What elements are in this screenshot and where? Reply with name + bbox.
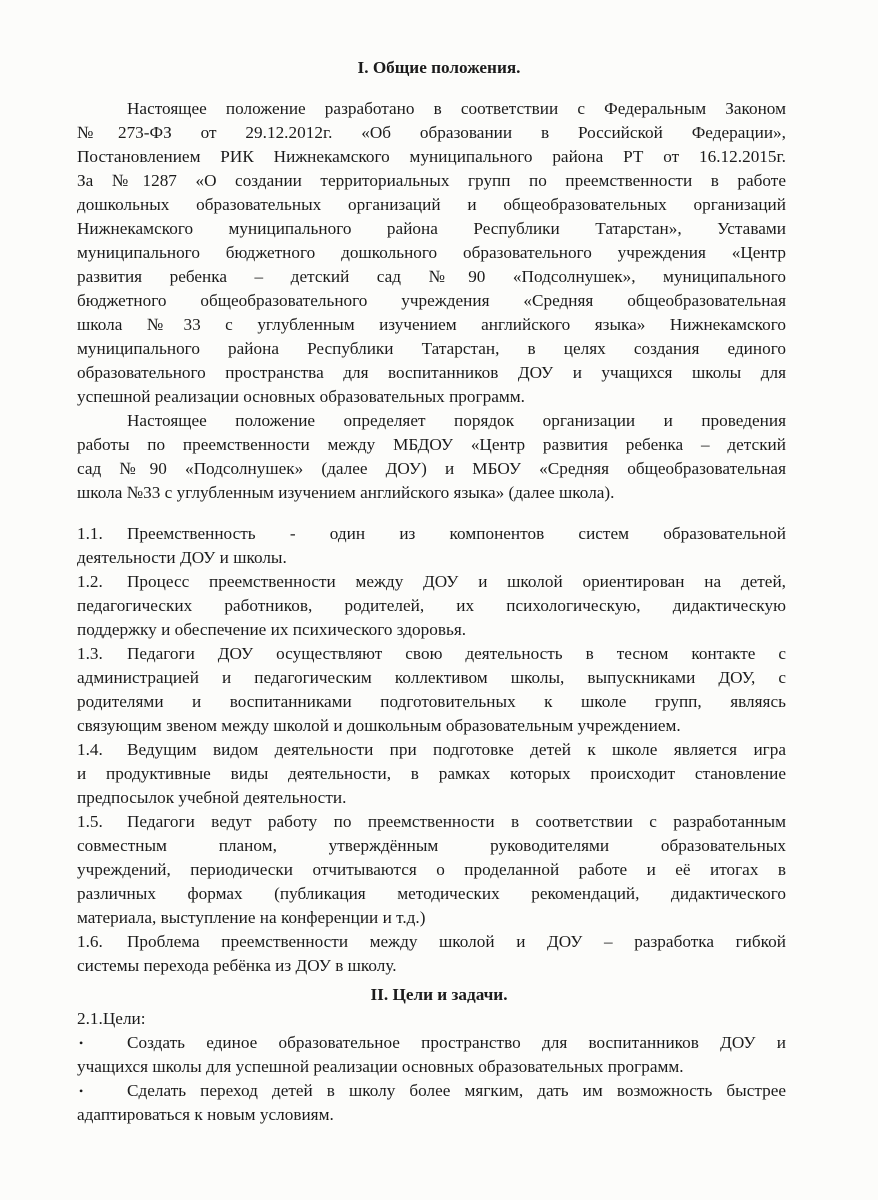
paragraph-2-line: Настоящее положение определяет порядок организации и проведения bbox=[127, 411, 786, 430]
paragraph-1-line: Постановлением РИК Нижнекамского муниципального района РТ от 16.12.2015г. bbox=[77, 147, 786, 166]
item-1-5-line: различных формах (публикация методических рекомендаций, дидактического bbox=[77, 884, 786, 903]
item-1-1-line bbox=[77, 522, 786, 546]
item-text: Проблема преемственности между школой и ДОУ – разработка гибкой bbox=[127, 932, 786, 951]
item-1-2-line: поддержку и обеспечение их психического здоровья. bbox=[77, 620, 467, 639]
paragraph-1-line: №273-ФЗ от 29.12.2012г. «Об образовании в Российской Федерации», bbox=[77, 123, 786, 142]
paragraph-1-line: За №1287 «О создании территориальных групп по преемственности в работе bbox=[77, 171, 786, 190]
paragraph-1-line: муниципального района Республики Татарстан, в целях создания единого bbox=[77, 339, 786, 358]
item-1-5-line: учреждений, периодически отчитываются о проделанной работе и её итогах в bbox=[77, 860, 786, 879]
item-1-3-line bbox=[77, 642, 786, 666]
item-text: Педагоги ведут работу по преемственности в соответствии с разработанным bbox=[127, 812, 786, 831]
item-1-1-line: деятельности ДОУ и школы. bbox=[77, 548, 287, 567]
item-1-6-line: системы перехода ребёнка из ДОУ в школу. bbox=[77, 956, 397, 975]
section-2-subtitle: 2.1.Цели: bbox=[77, 1009, 146, 1028]
paragraph-1-line: Настоящее положение разработано в соответствии с Федеральным Законом bbox=[127, 99, 786, 118]
paragraph-2-line: школа №33 с углубленным изучением английского языка» (далее школа). bbox=[77, 483, 615, 502]
bullet-icon: • bbox=[79, 1084, 84, 1098]
paragraph-1-line: успешной реализации основных образовательных программ. bbox=[77, 387, 525, 406]
item-1-4-line: предпосылок учебной деятельности. bbox=[77, 788, 347, 807]
item-1-2-line: педагогических работников, родителей, их психологическую, дидактическую bbox=[77, 596, 786, 615]
paragraph-1-line: школа №33 с углубленным изучением английского языка» Нижнекамского bbox=[77, 315, 786, 334]
paragraph-2-line: сад №90 «Подсолнушек» (далее ДОУ) и МБОУ «Средняя общеобразовательная bbox=[77, 459, 786, 478]
bullet-2-line: Сделать переход детей в школу более мягким, дать им возможность быстрее bbox=[127, 1081, 786, 1100]
section-1-title: I. Общие положения. bbox=[357, 58, 521, 77]
item-1-5-line: совместным планом, утверждённым руководителями образовательных bbox=[77, 836, 786, 855]
item-1-2-line bbox=[77, 570, 786, 594]
paragraph-1-line: бюджетного общеобразовательного учреждения «Средняя общеобразовательная bbox=[77, 291, 786, 310]
item-1-3-line: администрацией и педагогическим коллективом школы, выпускниками ДОУ, с bbox=[77, 668, 786, 687]
item-number: 1.3. bbox=[77, 644, 103, 663]
item-1-3-line: родителями и воспитанниками подготовительных к школе групп, являясь bbox=[77, 692, 786, 711]
paragraph-1-line: развития ребенка – детский сад №90 «Подсолнушек», муниципального bbox=[77, 267, 786, 286]
paragraph-1-line: муниципального бюджетного дошкольного образовательного учреждения «Центр bbox=[77, 243, 786, 262]
bullet-icon: • bbox=[79, 1036, 84, 1050]
bullet-1-line: Создать единое образовательное пространство для воспитанников ДОУ и bbox=[127, 1033, 786, 1052]
section-2-title: II. Цели и задачи. bbox=[370, 985, 508, 1004]
item-1-3-line: связующим звеном между школой и дошкольным образовательным учреждением. bbox=[77, 716, 681, 735]
item-text: Педагоги ДОУ осуществляют свою деятельность в тесном контакте с bbox=[127, 644, 786, 663]
item-text: Процесс преемственности между ДОУ и школой ориентирован на детей, bbox=[127, 572, 786, 591]
item-1-6-line bbox=[77, 930, 786, 954]
paragraph-2-line: работы по преемственности между МБДОУ «Центр развития ребенка – детский bbox=[77, 435, 786, 454]
item-text: Преемственность - один из компонентов систем образовательной bbox=[127, 524, 786, 543]
item-number: 1.5. bbox=[77, 812, 103, 831]
item-1-5-line bbox=[77, 810, 786, 834]
item-text: Ведущим видом деятельности при подготовке детей к школе является игра bbox=[127, 740, 786, 759]
bullet-1-line: учащихся школы для успешной реализации основных образовательных программ. bbox=[77, 1057, 684, 1076]
item-1-5-line: материала, выступление на конференции и т.д.) bbox=[77, 908, 426, 927]
paragraph-1-line: дошкольных образовательных организаций и общеобразовательных организаций bbox=[77, 195, 786, 214]
item-1-4-line bbox=[77, 738, 786, 762]
item-number: 1.4. bbox=[77, 740, 103, 759]
paragraph-1-line: Нижнекамского муниципального района Республики Татарстан», Уставами bbox=[77, 219, 786, 238]
item-number: 1.6. bbox=[77, 932, 103, 951]
item-number: 1.2. bbox=[77, 572, 103, 591]
bullet-2-line: адаптироваться к новым условиям. bbox=[77, 1105, 334, 1124]
item-1-4-line: и продуктивные виды деятельности, в рамках которых происходит становление bbox=[77, 764, 786, 783]
item-number: 1.1. bbox=[77, 524, 103, 543]
paragraph-1-line: образовательного пространства для воспитанников ДОУ и учащихся школы для bbox=[77, 363, 786, 382]
